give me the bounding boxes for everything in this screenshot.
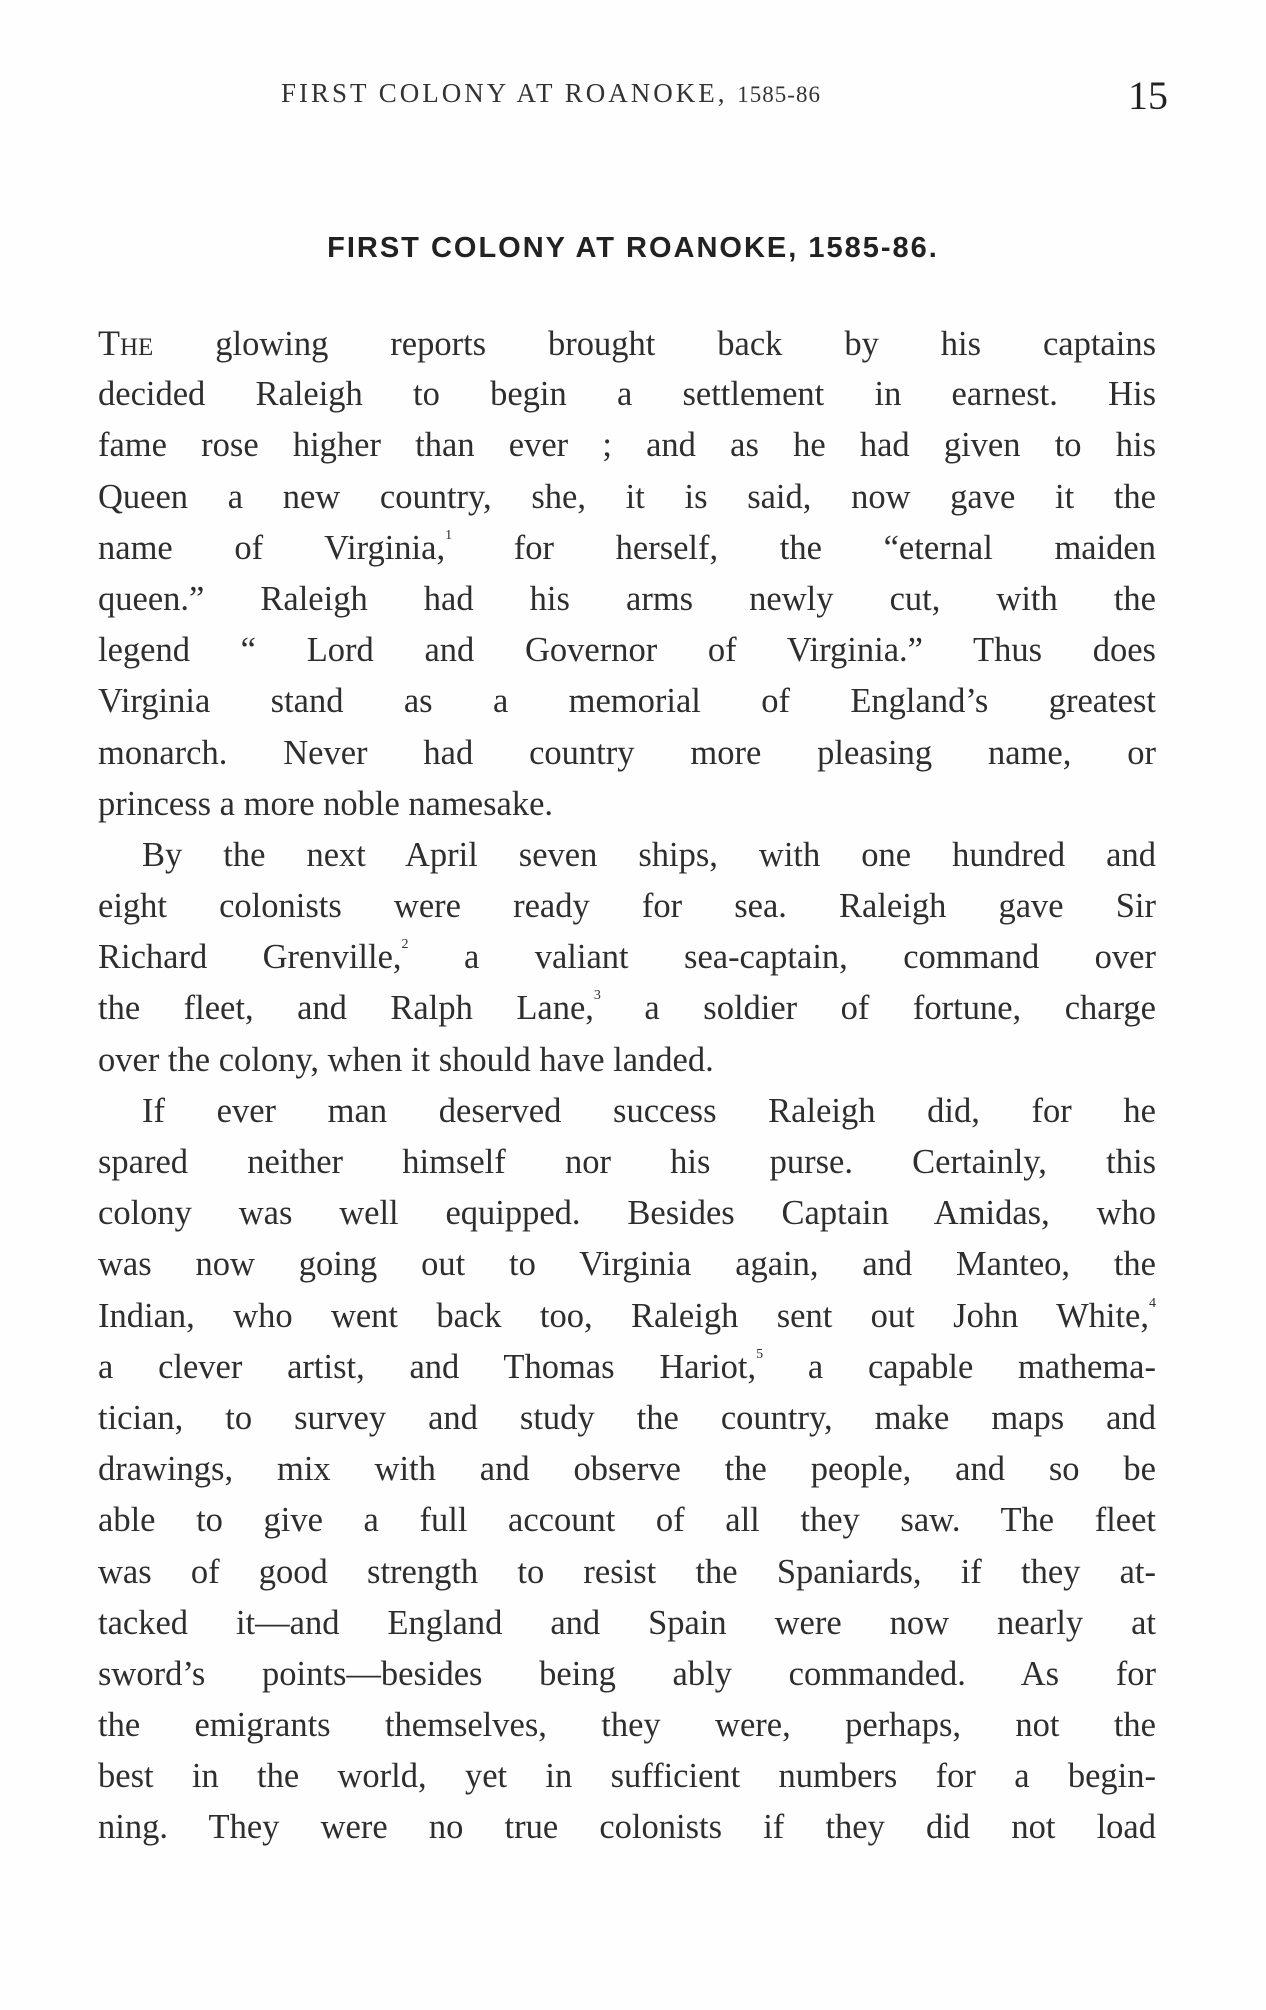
text-line: spared neither himself nor his purse. Certainly, this (98, 1143, 1156, 1181)
text-line: queen.” Raleigh had his arms newly cut, with the (98, 579, 1156, 618)
footnote-marker: 3 (593, 988, 601, 1004)
text-line: Queen a new country, she, it is said, now gave it the (98, 477, 1156, 516)
text-line: legend “ Lord and Governor of Virginia.” Thus does (98, 631, 1156, 670)
footnote-marker: 4 (1149, 1295, 1156, 1311)
text-line: the fleet, and Ralph Lane,$^3$ a soldier of fortune, charge (98, 988, 1156, 1028)
text-line: fame rose higher than ever ; and as he had given to his (98, 426, 1156, 465)
text-line: Richard Grenville,$^2$ a valiant sea-captain, command over (98, 937, 1156, 977)
text-line: name of Virginia,$^1$ for herself, the “eternal maiden (98, 527, 1156, 567)
text-line: the emigrants themselves, they were, perhaps, not the (98, 1706, 1156, 1745)
text-line: over the colony, when it should have landed. (98, 1040, 714, 1079)
text-line: colony was well equipped. Besides Captain Amidas, who (98, 1194, 1156, 1233)
text-line: ning. They were no true colonists if they did not load (98, 1808, 1156, 1847)
text-line: a clever artist, and Thomas Hariot,$^5$ a capable mathema- (98, 1346, 1156, 1386)
footnote-marker: 5 (756, 1346, 764, 1362)
text-line: best in the world, yet in sufficient numbers for a begin- (98, 1757, 1156, 1796)
text-line: princess a more noble namesake. (98, 784, 554, 823)
text-line: was of good strength to resist the Spaniards, if they at- (98, 1552, 1156, 1591)
text-line: If ever man deserved success Raleigh did, for he (142, 1091, 1156, 1130)
text-line: tician, to survey and study the country, make maps and (98, 1398, 1156, 1437)
text-line: Indian, who went back too, Raleigh sent out John White,$^4$ (98, 1295, 1156, 1335)
footnote-marker: 1 (445, 527, 453, 543)
text-line: was now going out to Virginia again, and Manteo, the (98, 1245, 1156, 1284)
text-line: monarch. Never had country more pleasing name, or (98, 733, 1156, 772)
text-line: Virginia stand as a memorial of England’s greatest (98, 682, 1156, 721)
text-line: tacked it—and England and Spain were now nearly at (98, 1603, 1156, 1642)
chapter-heading: FIRST COLONY AT ROANOKE, 1585-86. (327, 232, 939, 264)
text-line: By the next April seven ships, with one hundred and (142, 835, 1156, 874)
body-text (98, 318, 1156, 1854)
opening-word: The (98, 323, 154, 363)
text-line: able to give a full account of all they saw. The fleet (98, 1501, 1156, 1540)
running-head (98, 72, 1168, 122)
text-line: sword’s points—besides being ably commanded. As for (98, 1654, 1156, 1693)
text-line: decided Raleigh to begin a settlement in earnest. His (98, 375, 1156, 414)
text-line: eight colonists were ready for sea. Raleigh gave Sir (98, 887, 1156, 926)
text-line: drawings, mix with and observe the people, and so be (98, 1450, 1156, 1489)
page-number: 15 (1128, 73, 1168, 118)
running-title: FIRST COLONY AT ROANOKE, 1585-86 (281, 78, 821, 108)
running-title-years: 1585-86 (737, 82, 821, 107)
footnote-marker: 2 (401, 937, 409, 953)
text-line: The glowing reports brought back by his captains (98, 323, 1156, 363)
